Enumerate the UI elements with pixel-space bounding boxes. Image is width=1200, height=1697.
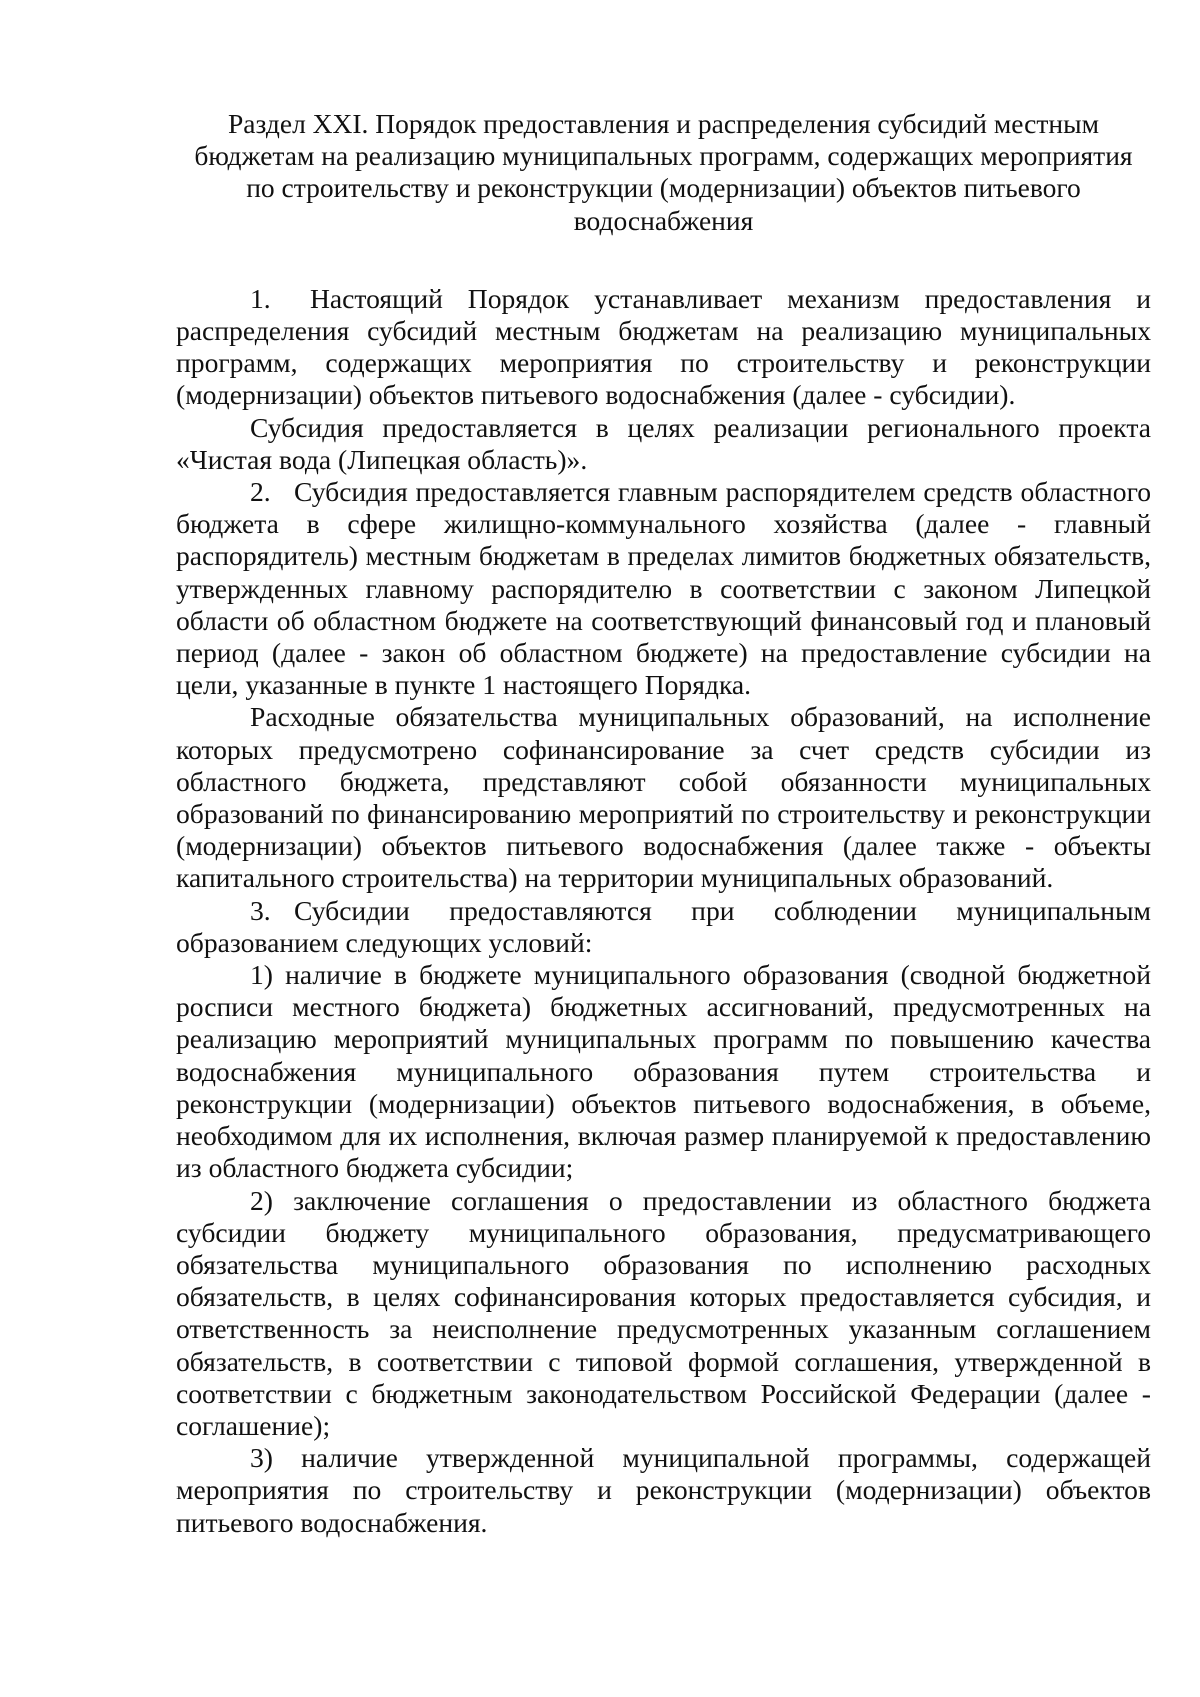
section-heading — [176, 108, 1151, 237]
paragraph-3 — [176, 476, 1151, 701]
paragraph-6 — [176, 959, 1151, 1184]
paragraph-text: 3) наличие утвержденной муниципальной программы, содержащей мероприятия по строительству и реконструкции (модернизации) объектов питьевого водоснабжения. — [176, 1442, 1151, 1538]
paragraph-text: Субсидия предоставляется в целях реализации регионального проекта «Чистая вода (Липецкая область)». — [176, 411, 1151, 475]
heading-line-1: Раздел XXI. Порядок предоставления и распределения субсидий местным — [228, 108, 1099, 139]
paragraph-text: 2) заключение соглашения о предоставлении из областного бюджета субсидии бюджету муниципального образования, предусматривающего обязательства муниципального образования по исполнению расходных обязательств, в целях софинансирования которых предоставляется субсидия, и ответственность за неисполнение предусмотренных указанным соглашением обязательств, в соответствии с типовой формой соглашения, утвержденной в соответствии с бюджетным законодательством Российской Федерации (далее - соглашение); — [176, 1184, 1151, 1441]
paragraph-7 — [176, 1185, 1151, 1443]
document-body — [176, 108, 1151, 1539]
paragraph-number: 2. — [250, 476, 271, 508]
paragraph-text: Расходные обязательства муниципальных образований, на исполнение которых предусмотрено софинансирование за счет средств субсидии из областного бюджета, представляют собой обязанности муниципальных образований по финансированию мероприятий по строительству и реконструкции (модернизации) объектов питьевого водоснабжения (далее также - объекты капитального строительства) на территории муниципальных образований. — [176, 701, 1151, 894]
paragraph-2 — [176, 412, 1151, 476]
paragraph-text: 1) наличие в бюджете муниципального образования (сводной бюджетной росписи местного бюджета) бюджетных ассигнований, предусмотренных на реализацию мероприятий муниципальных программ по повышению качества водоснабжения муниципального образования путем строительства и реконструкции (модернизации) объектов питьевого водоснабжения, в объеме, необходимом для их исполнения, включая размер планируемой к предоставлению из областного бюджета субсидии; — [176, 959, 1151, 1184]
paragraph-1 — [176, 283, 1151, 412]
paragraph-text: Настоящий Порядок устанавливает механизм предоставления и распределения субсидий местным бюджетам на реализацию муниципальных программ, содержащих мероприятия по строительству и реконструкции (модернизации) объектов питьевого водоснабжения (далее - субсидии). — [176, 282, 1151, 411]
paragraph-text: Субсидии предоставляются при соблюдении муниципальным образованием следующих условий: — [176, 894, 1151, 958]
heading-line-4: водоснабжения — [573, 204, 754, 236]
heading-line-2: бюджетам на реализацию муниципальных программ, содержащих мероприятия — [194, 140, 1133, 172]
paragraph-5 — [176, 895, 1151, 959]
paragraph-8 — [176, 1442, 1151, 1539]
paragraph-4 — [176, 701, 1151, 894]
paragraph-number: 1. — [250, 282, 271, 314]
paragraph-text: Субсидия предоставляется главным распорядителем средств областного бюджета в сфере жилищно-коммунального хозяйства (далее - главный распорядитель) местным бюджетам в пределах лимитов бюджетных обязательств, утвержденных главному распорядителю в соответствии с законом Липецкой области об областном бюджете на соответствующий финансовый год и плановый период (далее - закон об областном бюджете) на предоставление субсидии на цели, указанные в пункте 1 настоящего Порядка. — [176, 476, 1151, 701]
paragraph-number: 3. — [250, 894, 271, 926]
heading-line-3: по строительству и реконструкции (модернизации) объектов питьевого — [246, 172, 1081, 204]
